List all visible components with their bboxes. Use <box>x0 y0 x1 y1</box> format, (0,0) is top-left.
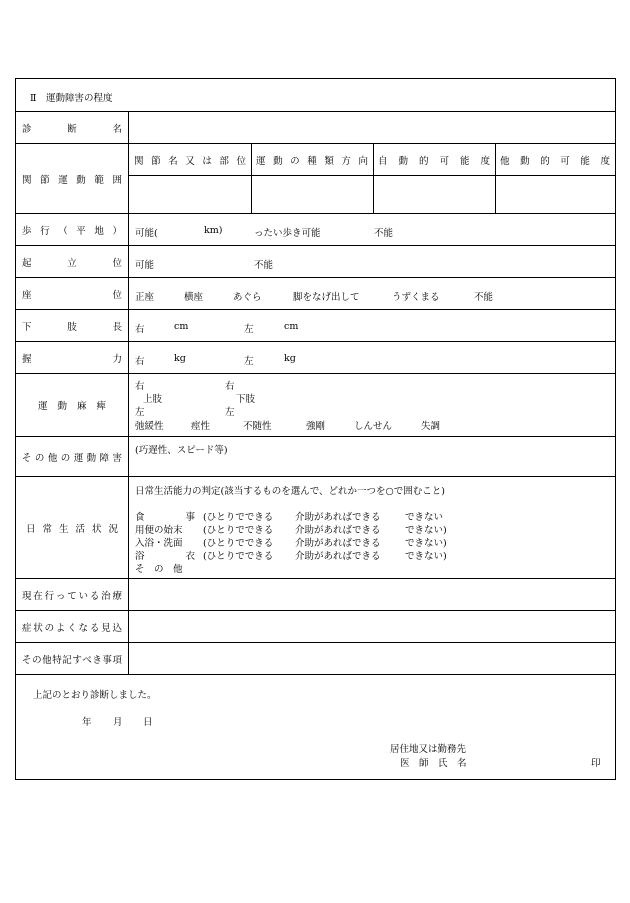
sitting-option: 不能 <box>474 292 494 303</box>
paralysis-type: 強剛 <box>306 421 326 432</box>
label-other-motor: その他の運動障害 <box>22 452 122 464</box>
paralysis-left-upper: 左 <box>135 407 145 418</box>
row-limb-length <box>16 310 615 342</box>
header-passive-range: 他動的可能度 <box>500 155 610 167</box>
row-grip <box>16 342 615 374</box>
field-prognosis[interactable] <box>129 611 615 642</box>
row-daily-life <box>16 477 615 579</box>
field-other-motor[interactable] <box>129 437 615 476</box>
daily-opt: 介助があればできる <box>295 551 381 562</box>
field-active-range[interactable] <box>374 176 495 213</box>
field-remarks[interactable] <box>129 643 615 674</box>
daily-opt: (ひとりでできる <box>203 551 274 562</box>
field-limb-length[interactable] <box>129 310 615 341</box>
label-walking: 歩行（平地） <box>22 225 122 237</box>
grip-right: 右 <box>135 356 145 367</box>
grip-left: 左 <box>244 356 254 367</box>
daily-opt: できない) <box>405 538 447 549</box>
paralysis-type: 失調 <box>421 421 441 432</box>
standing-impossible: 不能 <box>254 260 274 271</box>
paralysis-type: 不随性 <box>243 421 272 432</box>
footer-seal: 印 <box>591 758 601 769</box>
paralysis-upper-limb: 上肢 <box>143 394 163 405</box>
row-other-motor <box>16 437 615 477</box>
daily-item-name: 入浴・洗面 <box>135 538 183 549</box>
field-motion-type[interactable] <box>252 176 373 213</box>
limb-left: 左 <box>244 324 254 335</box>
label-daily-life: 日常生活状況 <box>26 523 118 535</box>
grip-right-unit: kg <box>174 353 186 364</box>
paralysis-type: 痙性 <box>191 421 211 432</box>
field-walking[interactable] <box>129 214 615 245</box>
walking-impossible: 不能 <box>374 228 394 239</box>
row-remarks <box>16 643 615 675</box>
paralysis-type: 弛緩性 <box>135 421 164 432</box>
footer-day: 日 <box>143 717 153 728</box>
sitting-option: あぐら <box>233 292 262 303</box>
walking-possible: 可能( <box>135 228 158 239</box>
footer-doctor-label: 医 師 氏 名 <box>400 758 467 769</box>
label-standing: 起 立 位 <box>22 257 122 269</box>
label-joint-range: 関節運動範囲 <box>22 174 122 186</box>
header-active-range: 自動的可能度 <box>378 155 490 167</box>
daily-other: そ の 他 <box>135 564 183 575</box>
form-footer <box>16 675 615 779</box>
row-diagnosis <box>16 112 615 144</box>
paralysis-right-upper: 右 <box>135 381 145 392</box>
label-sitting: 座 位 <box>22 289 122 301</box>
footer-address-label: 居住地又は勤務先 <box>390 744 467 755</box>
field-paralysis[interactable] <box>129 374 615 436</box>
paralysis-type: しんせん <box>354 421 393 432</box>
paralysis-lower-limb: 下肢 <box>236 394 256 405</box>
row-prognosis <box>16 611 615 643</box>
field-diagnosis[interactable] <box>129 112 615 143</box>
row-paralysis <box>16 374 615 437</box>
limb-left-unit: cm <box>284 321 299 332</box>
label-diagnosis: 診 断 名 <box>22 123 122 135</box>
daily-item-name: 浴 衣 <box>135 551 195 562</box>
daily-opt: 介助があればできる <box>295 525 381 536</box>
sitting-option: 正座 <box>135 292 155 303</box>
field-treatment[interactable] <box>129 579 615 610</box>
sitting-option: 横座 <box>184 292 204 303</box>
section-title: Ⅱ 運動障害の程度 <box>30 93 113 104</box>
daily-opt: (ひとりでできる <box>203 512 274 523</box>
daily-opt: できない <box>405 512 444 523</box>
field-joint-part[interactable] <box>129 176 250 213</box>
row-standing <box>16 246 615 278</box>
field-daily-life[interactable] <box>129 477 615 578</box>
daily-opt: (ひとりでできる <box>203 538 274 549</box>
footer-month: 月 <box>113 717 123 728</box>
other-motor-note: (巧遅性、スピード等) <box>135 445 228 456</box>
daily-life-intro: 日常生活能力の判定(該当するものを選んで、どれか一つを○で囲むこと) <box>135 486 446 497</box>
section-header <box>16 79 615 112</box>
label-limb-length: 下 肢 長 <box>22 321 122 333</box>
sitting-option: 脚をなげ出して <box>293 292 360 303</box>
row-walking <box>16 214 615 246</box>
field-grip[interactable] <box>129 342 615 373</box>
header-joint-part: 関節名又は部位 <box>134 155 246 167</box>
footer-year: 年 <box>82 717 92 728</box>
label-grip: 握 力 <box>22 353 122 365</box>
daily-opt: 介助があればできる <box>295 512 381 523</box>
walking-assisted: ったい歩き可能 <box>254 228 321 239</box>
diagnosis-form <box>15 78 616 780</box>
daily-opt: できない) <box>405 551 447 562</box>
standing-possible: 可能 <box>135 260 155 271</box>
row-joint-range <box>16 144 615 214</box>
label-remarks: その他特記すべき事項 <box>22 654 122 666</box>
sitting-option: うずくまる <box>392 292 440 303</box>
field-sitting[interactable] <box>129 278 615 309</box>
daily-opt: 介助があればできる <box>295 538 381 549</box>
daily-opt: できない) <box>405 525 447 536</box>
daily-item-name: 用便の始末 <box>135 525 183 536</box>
limb-right-unit: cm <box>174 321 189 332</box>
daily-opt: (ひとりでできる <box>203 525 274 536</box>
grip-left-unit: kg <box>284 353 296 364</box>
paralysis-left-lower: 左 <box>225 407 235 418</box>
label-prognosis: 症状のよくなる見込 <box>22 622 122 634</box>
row-treatment <box>16 579 615 611</box>
footer-statement: 上記のとおり診断しました。 <box>33 690 157 701</box>
label-treatment: 現在行っている治療 <box>22 590 122 602</box>
row-sitting <box>16 278 615 310</box>
limb-right: 右 <box>135 324 145 335</box>
label-paralysis: 運動麻痺 <box>38 401 106 412</box>
header-motion-type: 運動の種類方向 <box>256 155 368 167</box>
field-passive-range[interactable] <box>496 176 615 213</box>
walking-unit: km) <box>204 225 223 236</box>
field-standing[interactable] <box>129 246 615 277</box>
daily-item-name: 食 事 <box>135 512 195 523</box>
paralysis-right-lower: 右 <box>225 381 235 392</box>
